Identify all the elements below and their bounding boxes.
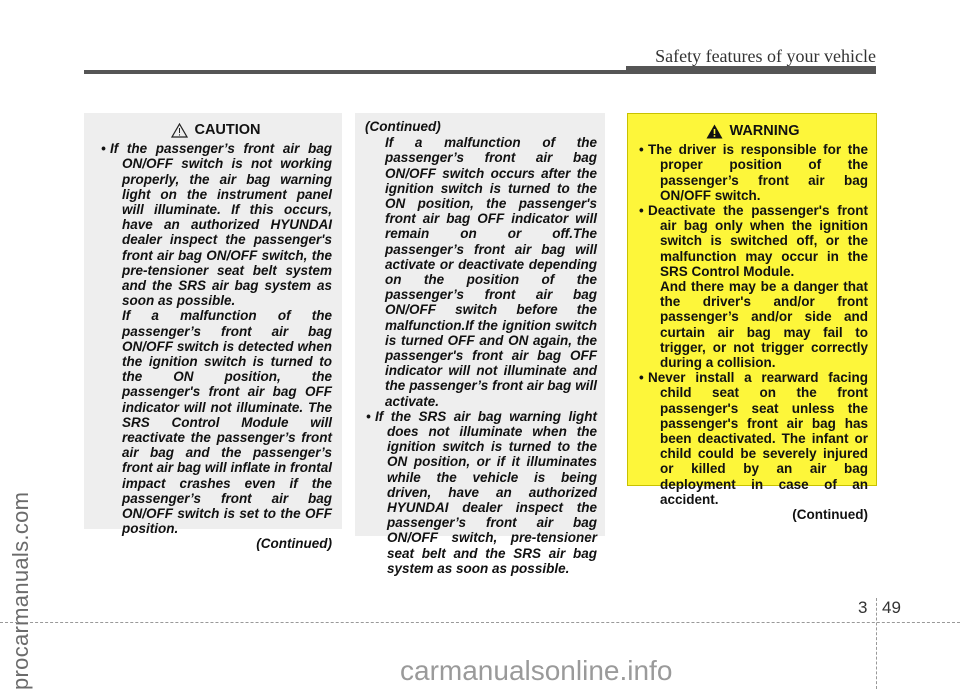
footer-divider bbox=[876, 598, 877, 689]
continued-heading: (Continued) bbox=[365, 119, 441, 134]
section-title: Safety features of your vehicle bbox=[655, 46, 876, 66]
caution-continued: (Continued) bbox=[256, 536, 332, 552]
warning-triangle-icon bbox=[706, 124, 723, 139]
warning-list-2 bbox=[638, 370, 868, 507]
warning-bullet-2: • Deactivate the passenger's front air bag only when the ignition switch is switched off, or the malfunction may occur in the SRS Control Module. bbox=[638, 203, 868, 279]
caution-paragraph-2: If a malfunction of the passenger’s front air bag ON/OFF switch is detected when the ignition switch is turned to the ON position, the passenger's front air bag OFF indicator will not illuminate. The SRS Control Module will reactivate the passenger’s front air bag and the passenger’s front air bag will inflate in frontal impact crashes even if the passenger’s front air bag ON/OFF switch is set to the OFF position. bbox=[122, 308, 332, 537]
continued-box bbox=[355, 113, 605, 576]
continued-paragraph-1: If a malfunction of the passenger’s front air bag ON/OFF switch occurs after the ignition switch is turned to the ON position, the passenger's front air bag OFF indicator will remain on or off.The passenger’s front air bag will activate or deactivate depending on the position of the passenger’s front air bag ON/OFF switch before the malfunction.If the ignition switch is turned OFF and ON again, the passenger's front air bag OFF indicator will not illuminate and the passenger’s front air bag will activate. bbox=[385, 135, 597, 409]
warning-bullet-2-continuation: And there may be a danger that the driver's and/or front passenger’s and/or side and curtain air bag may fail to trigger, or not trigger correctly during a collision. bbox=[660, 279, 868, 371]
warning-title-row bbox=[638, 124, 868, 139]
warning-bullet-3: • Never install a rearward facing child seat on the front passenger's seat unless the passenger's front air bag has been deactivated. The infant or child could be severely injured or killed by an air bag deployment in case of an accident. bbox=[638, 370, 868, 507]
side-watermark: procarmanuals.com bbox=[8, 491, 33, 690]
footer-rule bbox=[0, 622, 960, 623]
warning-list bbox=[638, 142, 868, 279]
continued-list bbox=[365, 409, 597, 576]
caution-triangle-icon bbox=[171, 123, 188, 138]
warning-box bbox=[627, 113, 877, 523]
header-rule-accent bbox=[626, 66, 876, 74]
caution-title: CAUTION bbox=[194, 122, 261, 138]
caution-box bbox=[84, 113, 342, 552]
warning-title: WARNING bbox=[729, 123, 800, 139]
warning-bullet-1: • The driver is responsible for the proper position of the passenger’s front air bag ON/OFF switch. bbox=[638, 142, 868, 203]
caution-bullet-1: • If the passenger’s front air bag ON/OFF switch is not working properly, the air bag warning light on the instrument panel will illuminate. If this occurs, have an authorized HYUNDAI dealer inspect the passenger's front air bag ON/OFF switch, the pre-tensioner seat belt system and the SRS air bag system as soon as possible. bbox=[100, 141, 332, 308]
chapter-number: 3 bbox=[858, 598, 868, 617]
continued-bullet-2: • If the SRS air bag warning light does not illuminate when the ignition switch is turned to the ON position, or if it illuminates while the vehicle is being driven, have an authorized HYUNDAI dealer inspect the passenger’s front air bag ON/OFF switch, pre-tensioner seat belt and the SRS air bag system as soon as possible. bbox=[365, 409, 597, 576]
caution-title-row bbox=[100, 123, 332, 138]
bottom-watermark: carmanualsonline.info bbox=[400, 655, 673, 686]
warning-continued: (Continued) bbox=[792, 507, 868, 523]
page-number: 49 bbox=[882, 598, 901, 617]
caution-list bbox=[100, 141, 332, 308]
